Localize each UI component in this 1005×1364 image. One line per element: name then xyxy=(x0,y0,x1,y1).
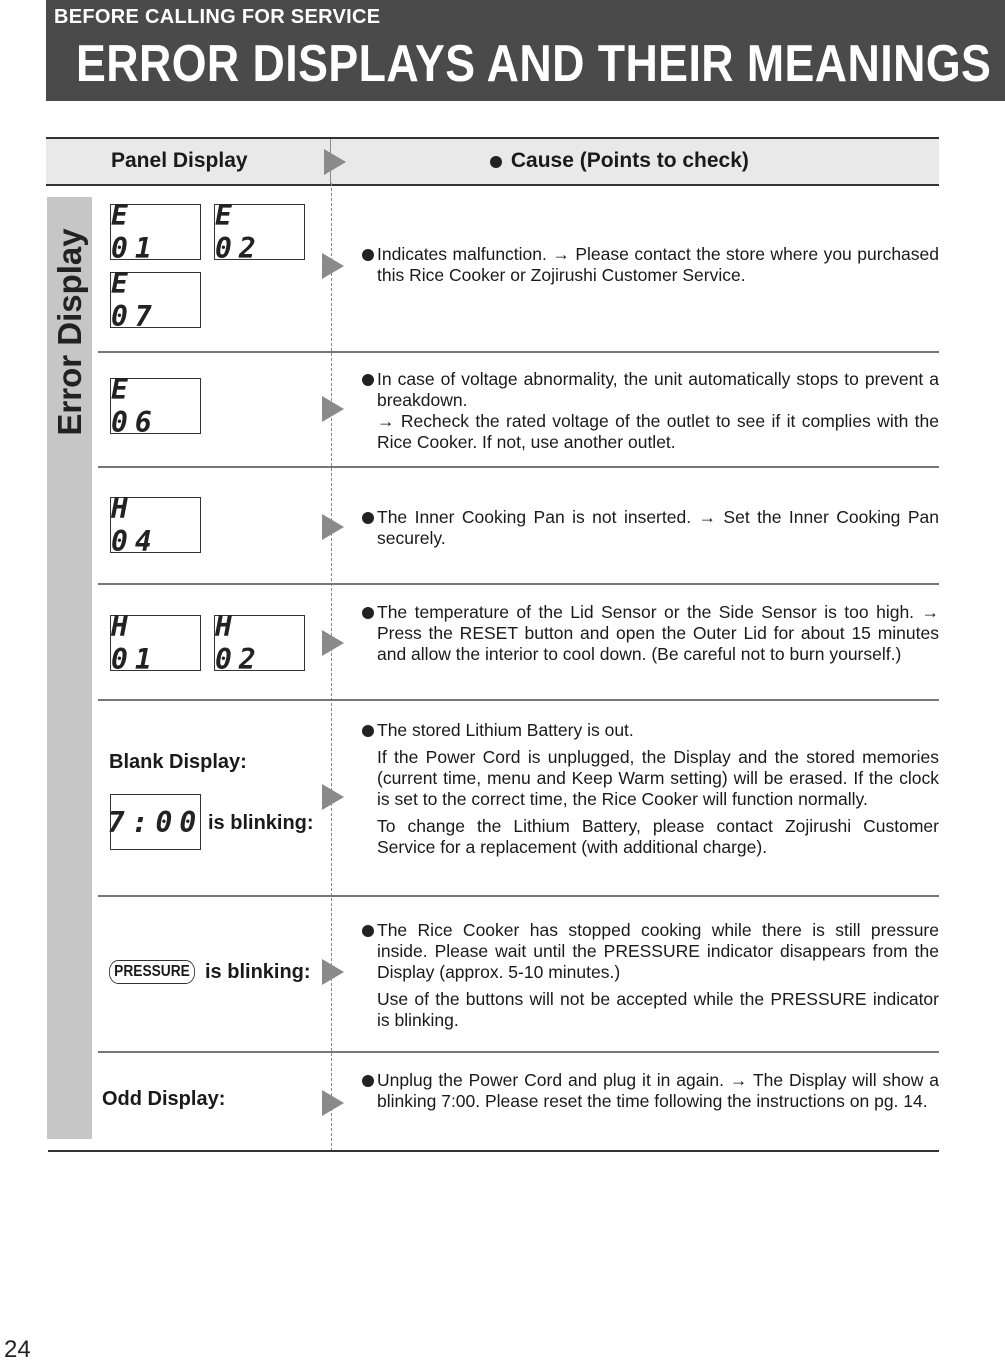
cause-paragraph: The Rice Cooker has stopped cooking while there is still pressure inside. Please wait until the PRESSURE indicator disappears from the Display (approx. 5-10 minutes.) xyxy=(377,920,939,982)
row-divider xyxy=(98,699,939,701)
cause-paragraph: → Recheck the rated voltage of the outlet to see if it complies with the Rice Cooker. If not, use another outlet. xyxy=(377,411,939,452)
cause-text-row-2 xyxy=(362,369,939,453)
cause-text-row-3 xyxy=(362,507,939,549)
side-label xyxy=(47,197,92,467)
arrow-right-icon xyxy=(322,784,344,810)
lcd-code-h01: H 01 xyxy=(110,615,201,671)
lcd-code-e02: E 02 xyxy=(214,204,305,260)
bullet-icon xyxy=(362,1075,374,1087)
lcd-code-e01: E 01 xyxy=(110,204,201,260)
cause-paragraph: Unplug the Power Cord and plug it in again. → The Display will show a blinking 7:00. Please reset the time following the instructions on pg. 14. xyxy=(377,1070,939,1111)
arrow-right-icon xyxy=(322,630,344,656)
arrow-right-icon xyxy=(322,514,344,540)
row-divider xyxy=(98,1051,939,1053)
cause-paragraph: To change the Lithium Battery, please contact Zojirushi Customer Service for a replacement (with additional charge). xyxy=(377,816,939,857)
cause-paragraph: In case of voltage abnormality, the unit automatically stops to prevent a breakdown. xyxy=(377,369,939,410)
arrow-right-icon xyxy=(322,253,344,279)
cause-text-row-6 xyxy=(362,920,939,1031)
column-header-panel-display: Panel Display xyxy=(111,149,248,172)
pressure-indicator: PRESSURE xyxy=(109,960,195,984)
bullet-icon xyxy=(362,249,374,261)
bullet-icon xyxy=(362,725,374,737)
blank-display-label: Blank Display: xyxy=(109,751,247,773)
arrow-right-icon xyxy=(324,149,346,175)
row-divider xyxy=(98,466,939,468)
section-title: BEFORE CALLING FOR SERVICE xyxy=(54,6,381,28)
page-header xyxy=(46,0,1005,101)
bullet-icon xyxy=(362,607,374,619)
row-divider xyxy=(98,351,939,353)
row-divider xyxy=(98,583,939,585)
odd-display-label: Odd Display: xyxy=(102,1088,226,1110)
bullet-icon xyxy=(362,512,374,524)
arrow-right-icon xyxy=(322,1090,344,1116)
is-blinking-label: is blinking: xyxy=(208,812,314,834)
cause-text-row-1 xyxy=(362,244,939,286)
cause-paragraph: The stored Lithium Battery is out. xyxy=(377,720,634,740)
cause-text-row-5 xyxy=(362,720,939,858)
cause-paragraph: The Inner Cooking Pan is not inserted. → Set the Inner Cooking Pan securely. xyxy=(377,507,939,548)
lcd-code-e07: E 07 xyxy=(110,272,201,328)
arrow-right-icon xyxy=(322,396,344,422)
bullet-icon xyxy=(362,374,374,386)
table-bottom-rule xyxy=(48,1150,939,1152)
column-header-cause xyxy=(490,149,749,173)
page-number: 24 xyxy=(4,1336,31,1363)
is-blinking-label: is blinking: xyxy=(205,961,311,983)
lcd-blinking-time: 7:00 xyxy=(110,794,201,850)
table-divider xyxy=(331,183,332,1151)
page-title: ERROR DISPLAYS AND THEIR MEANINGS xyxy=(76,35,992,93)
cause-text-row-7 xyxy=(362,1070,939,1112)
cause-paragraph: If the Power Cord is unplugged, the Display and the stored memories (current time, menu and Keep Warm setting) will be erased. If the clock is set to the correct time, the Rice Cooker will function normally. xyxy=(377,747,939,809)
row-divider xyxy=(98,895,939,897)
cause-paragraph: The temperature of the Lid Sensor or the Side Sensor is too high. → Press the RESET button and open the Outer Lid for about 15 minutes and allow the interior to cool down. (Be careful not to burn yourself.) xyxy=(377,602,939,664)
column-header-cause-text: Cause (Points to check) xyxy=(510,149,749,172)
lcd-code-h02: H 02 xyxy=(214,615,305,671)
bullet-icon xyxy=(490,156,502,168)
cause-paragraph: Use of the buttons will not be accepted while the PRESSURE indicator is blinking. xyxy=(377,989,939,1030)
cause-text-row-4 xyxy=(362,602,939,665)
bullet-icon xyxy=(362,925,374,937)
table-header xyxy=(46,137,939,186)
arrow-right-icon xyxy=(322,959,344,985)
lcd-code-e06: E 06 xyxy=(110,378,201,434)
side-label-text: Error Display xyxy=(50,228,88,436)
lcd-code-h04: H 04 xyxy=(110,497,201,553)
cause-paragraph: Indicates malfunction. → Please contact the store where you purchased this Rice Cooker or Zojirushi Customer Service. xyxy=(377,244,939,285)
